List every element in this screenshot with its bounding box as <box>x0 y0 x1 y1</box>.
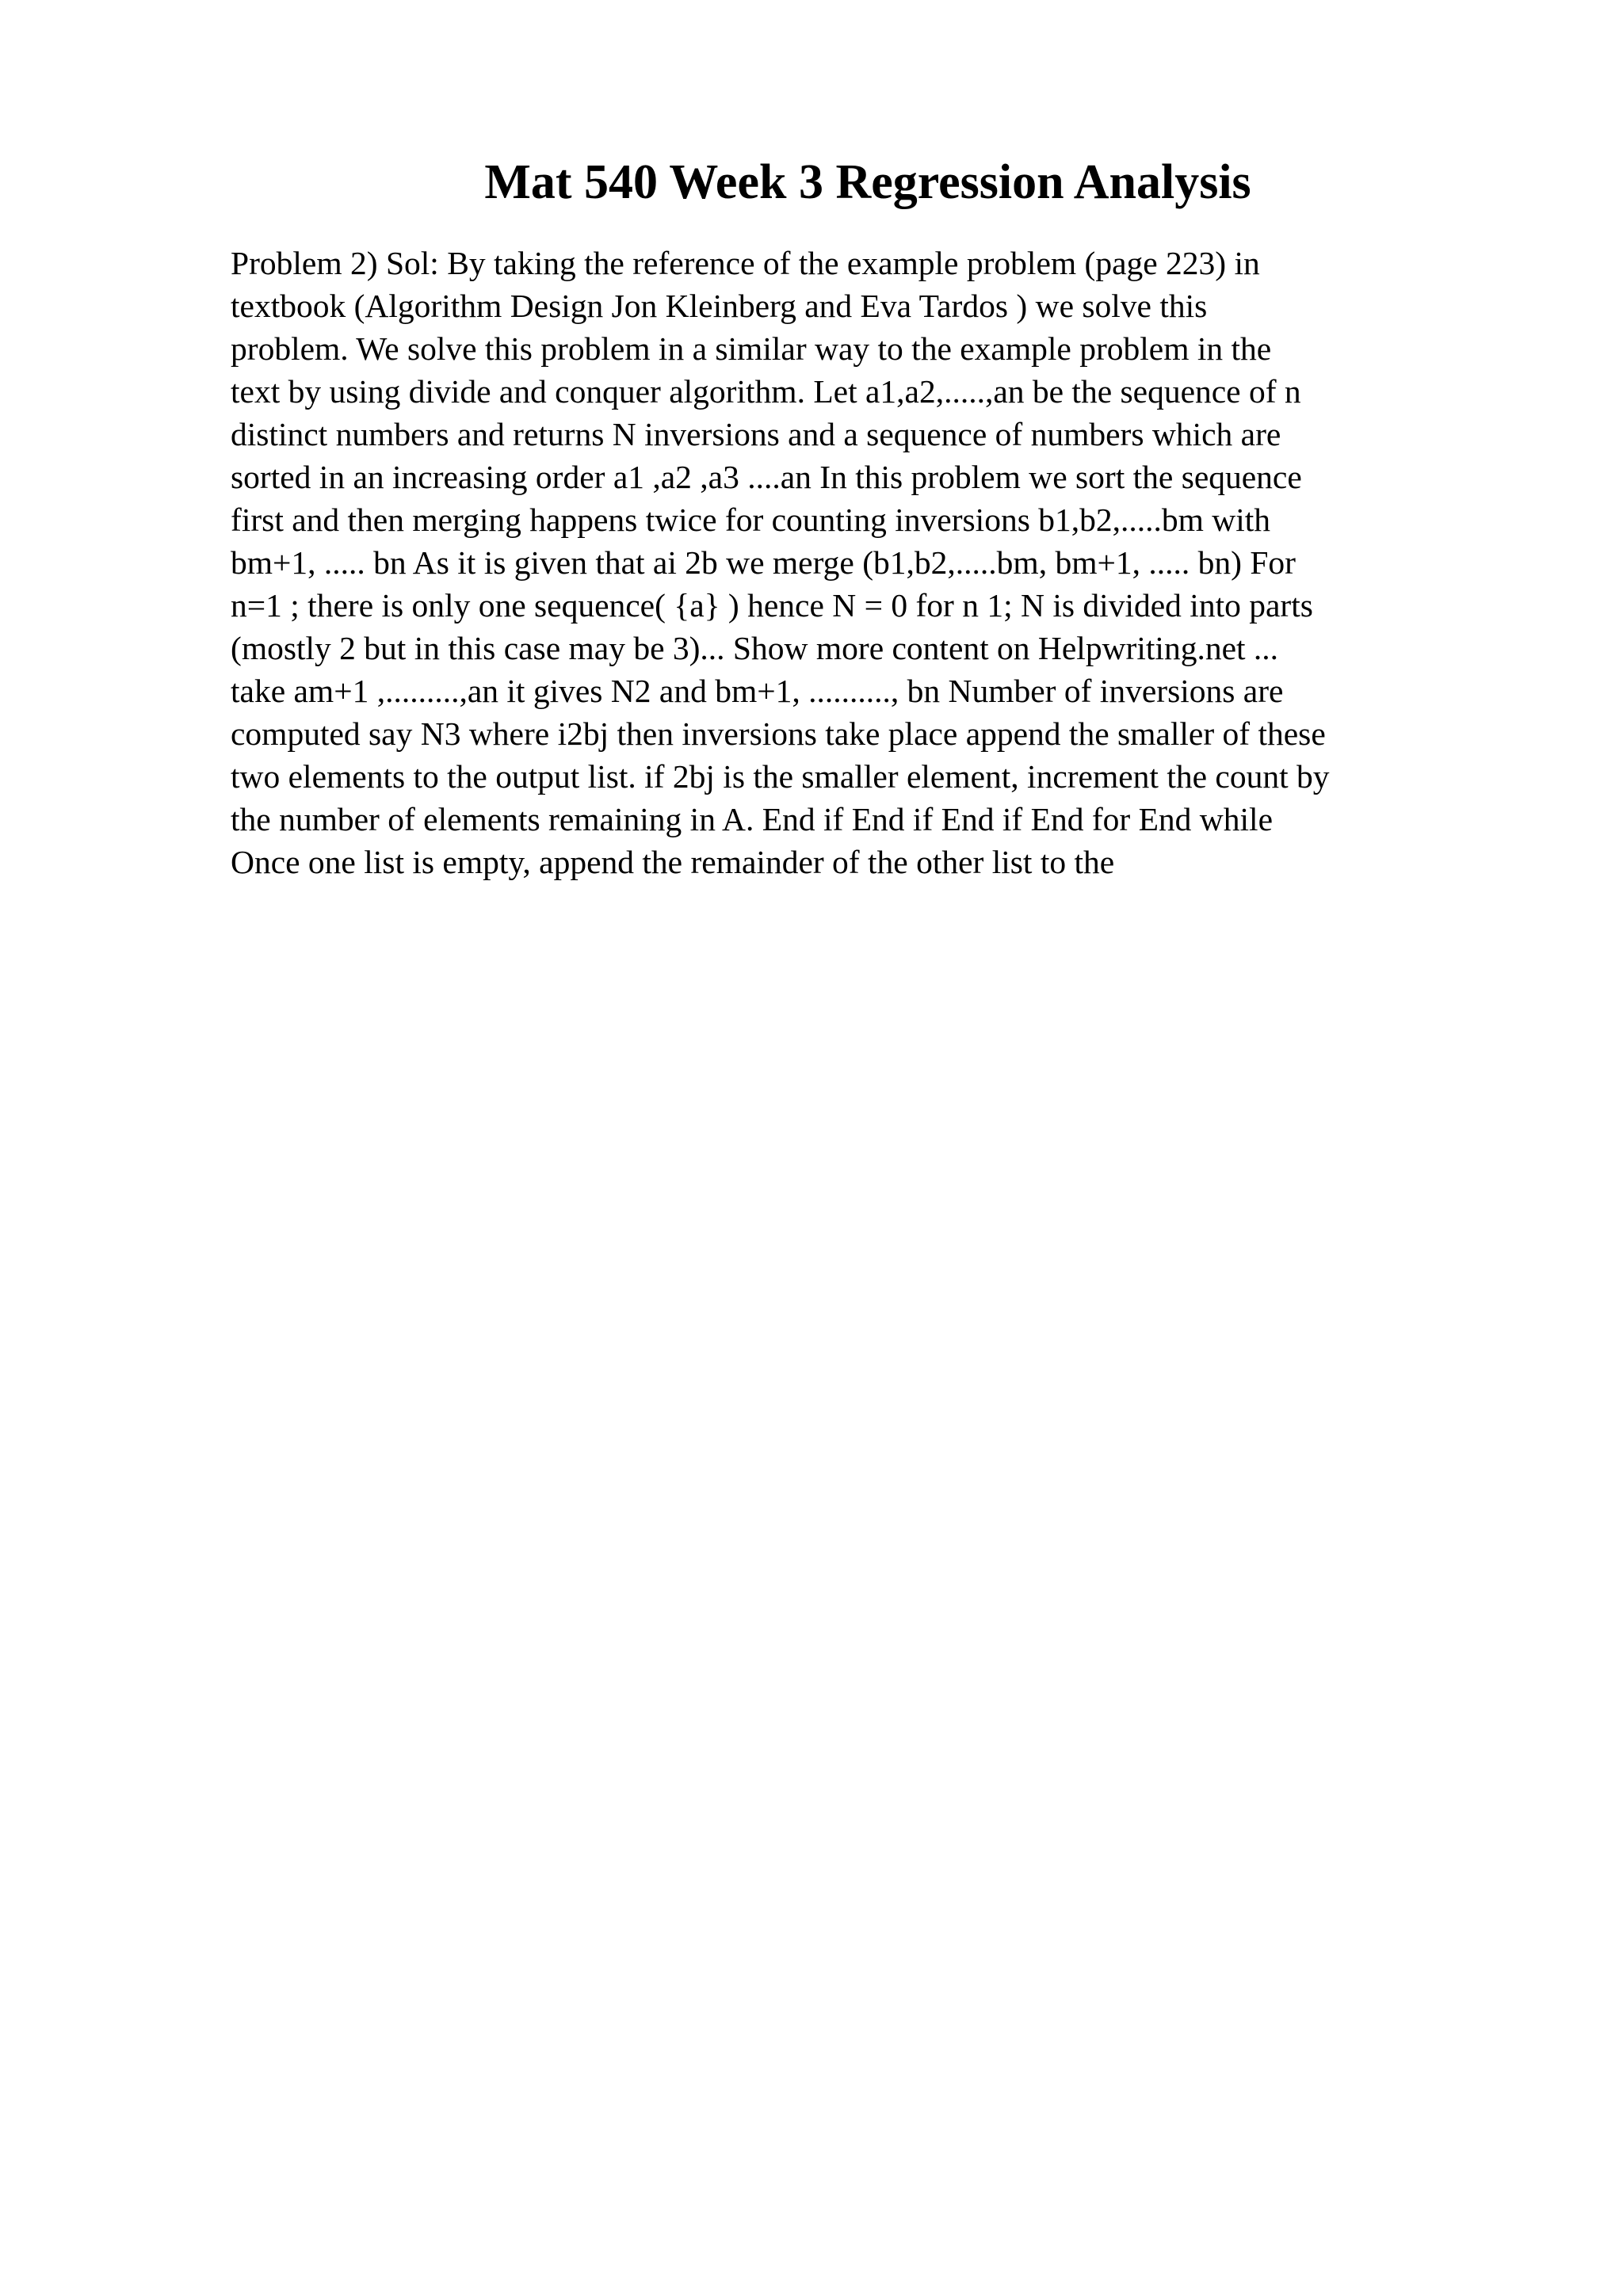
body-line: the number of elements remaining in A. End if End if End if End for End while <box>231 801 1274 837</box>
body-line: (mostly 2 but in this case may be 3)... Show more content on Helpwriting.net ... <box>231 630 1279 666</box>
document-body <box>231 242 1475 883</box>
body-line: bm+1, ..... bn As it is given that ai 2b we merge (b1,b2,.....bm, bm+1, ..... bn) For <box>231 544 1296 581</box>
body-line: text by using divide and conquer algorithm. Let a1,a2,.....,an be the sequence of n <box>231 373 1301 410</box>
body-line: computed say N3 where i2bj then inversions take place append the smaller of these <box>231 715 1326 752</box>
body-line: Once one list is empty, append the remainder of the other list to the <box>231 844 1115 880</box>
body-line: take am+1 ,.........,an it gives N2 and bm+1, .........., bn Number of inversions are <box>231 673 1284 709</box>
body-line: distinct numbers and returns N inversions and a sequence of numbers which are <box>231 416 1281 452</box>
body-line: two elements to the output list. if 2bj is the smaller element, increment the count by <box>231 758 1330 795</box>
body-line: first and then merging happens twice for counting inversions b1,b2,.....bm with <box>231 502 1271 538</box>
body-line: Problem 2) Sol: By taking the reference of the example problem (page 223) in <box>231 245 1260 281</box>
body-line: sorted in an increasing order a1 ,a2 ,a3 ....an In this problem we sort the sequence <box>231 459 1302 495</box>
document-title: Mat 540 Week 3 Regression Analysis <box>484 155 1251 209</box>
body-line: textbook (Algorithm Design Jon Kleinberg and Eva Tardos ) we solve this <box>231 288 1208 324</box>
body-line: problem. We solve this problem in a similar way to the example problem in the <box>231 330 1272 367</box>
body-line: n=1 ; there is only one sequence( {a} ) hence N = 0 for n 1; N is divided into parts <box>231 587 1313 624</box>
